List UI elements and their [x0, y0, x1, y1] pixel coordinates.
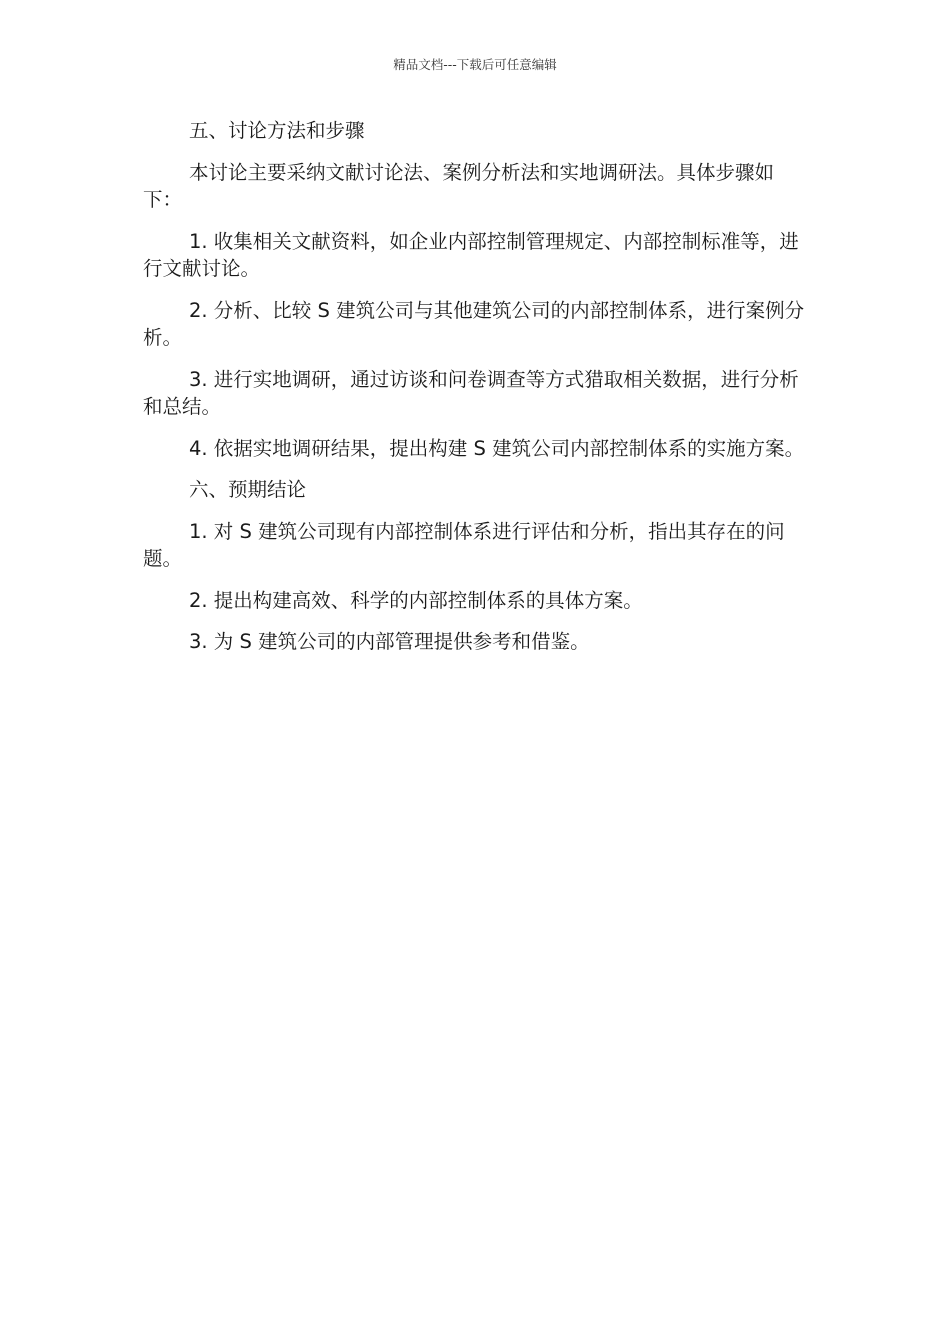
- page-header: 精品文档---下载后可任意编辑: [393, 57, 557, 72]
- conclusion-item-2: 2. 提出构建高效、科学的内部控制体系的具体方案。: [189, 588, 643, 612]
- methods-step-4: 4. 依据实地调研结果，提出构建 S 建筑公司内部控制体系的实施方案。: [189, 436, 805, 460]
- conclusion-item-1: 1. 对 S 建筑公司现有内部控制体系进行评估和分析，指出其存在的问题。: [143, 519, 785, 570]
- methods-step-2: 2. 分析、比较 S 建筑公司与其他建筑公司的内部控制体系，进行案例分析。: [143, 298, 805, 349]
- methods-intro-paragraph: 本讨论主要采纳文献讨论法、案例分析法和实地调研法。具体步骤如下：: [143, 160, 775, 211]
- conclusion-item-3: 3. 为 S 建筑公司的内部管理提供参考和借鉴。: [189, 630, 590, 653]
- section-heading-methods: 五、讨论方法和步骤: [189, 119, 365, 142]
- section-heading-conclusions: 六、预期结论: [189, 478, 307, 501]
- methods-step-1: 1. 收集相关文献资料，如企业内部控制管理规定、内部控制标准等，进行文献讨论。: [143, 229, 799, 280]
- document-body: [143, 117, 808, 670]
- methods-step-3: 3. 进行实地调研，通过访谈和问卷调查等方式猎取相关数据，进行分析和总结。: [143, 367, 799, 418]
